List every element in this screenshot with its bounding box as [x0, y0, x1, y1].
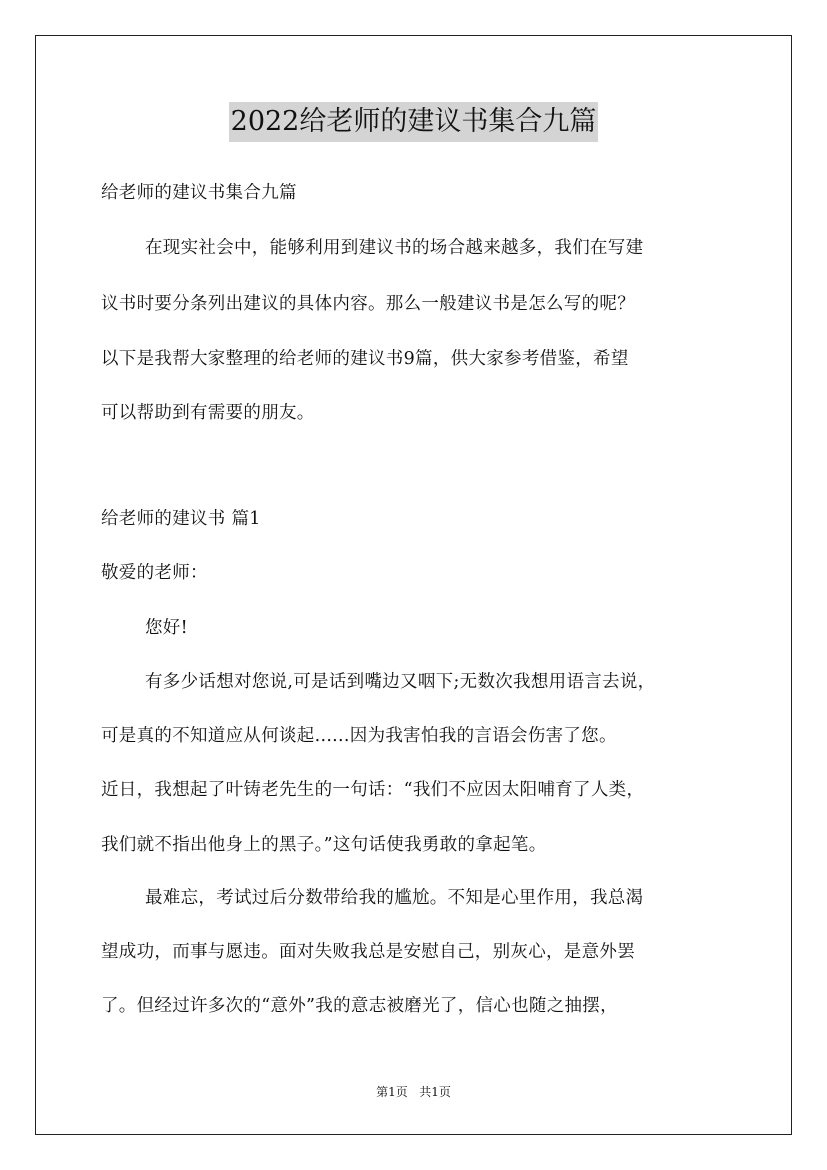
intro-line-4: 可以帮助到有需要的朋友。 — [101, 403, 315, 423]
paragraph1-line-2: 可是真的不知道应从何谈起......因为我害怕我的言语会伤害了您。 — [101, 726, 617, 746]
document-title-text: 2022给老师的建议书集合九篇 — [229, 102, 599, 142]
paragraph1-line-3: 近日，我想起了叶铸老先生的一句话：“我们不应因太阳哺育了人类， — [101, 780, 645, 800]
paragraph1-line-1: 有多少话想对您说,可是话到嘴边又咽下;无数次我想用语言去说， — [145, 672, 656, 692]
paragraph2-line-2: 望成功，而事与愿违。面对失败我总是安慰自己，别灰心，是意外罢 — [101, 942, 635, 962]
document-title — [0, 102, 827, 145]
greeting: 您好! — [145, 618, 188, 638]
intro-line-3: 以下是我帮大家整理的给老师的建议书9篇，供大家参考借鉴，希望 — [101, 349, 629, 369]
page-footer: 第1页 共1页 — [376, 1085, 451, 1099]
paragraph2-line-1: 最难忘，考试过后分数带给我的尴尬。不知是心里作用，我总渴 — [145, 888, 644, 908]
document-subtitle: 给老师的建议书集合九篇 — [101, 183, 297, 203]
paragraph2-line-3: 了。但经过许多次的“意外”我的意志被磨光了，信心也随之抽摆， — [101, 996, 618, 1016]
paragraph1-line-4: 我们就不指出他身上的黑子。”这句话使我勇敢的拿起笔。 — [101, 835, 547, 855]
salutation: 敬爱的老师： — [101, 563, 208, 583]
section-heading: 给老师的建议书 篇1 — [101, 509, 261, 529]
intro-line-1: 在现实社会中，能够利用到建议书的场合越来越多，我们在写建 — [145, 238, 644, 258]
intro-line-2: 议书时要分条列出建议的具体内容。那么一般建议书是怎么写的呢？ — [101, 294, 635, 314]
